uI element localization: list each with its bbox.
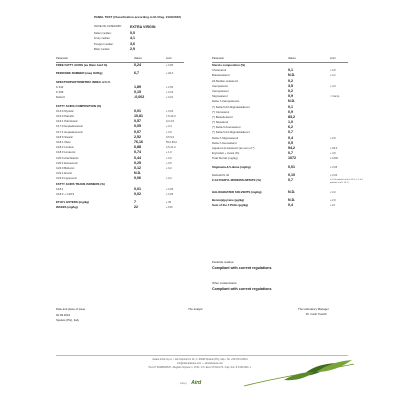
col-header-parameter: Parameter <box>56 57 69 60</box>
parameter-value: 0,02 <box>134 191 141 196</box>
parameter-limit: ≤ 0,01 <box>166 96 174 100</box>
sensory-block <box>94 31 174 53</box>
parameter-value: 0,25 <box>134 160 141 165</box>
parameter-label: C24:0 Lignoceric <box>56 176 77 181</box>
parameter-label: PEROXIDE NUMBER (meq O2/Kg) <box>56 71 103 76</box>
parameter-value: 0,2 <box>288 78 293 83</box>
parameter-value: 0,57 <box>134 119 141 124</box>
parameter-value: 0,01 <box>288 164 295 169</box>
parameter-limit: ≤ 0,2 <box>166 177 172 181</box>
parameter-label: Benzo(a)pyrene (μg/kg) <box>212 198 245 203</box>
parameter-value: 76,16 <box>134 140 143 144</box>
parameter-limit: ≤ 0,5 <box>330 136 336 140</box>
parameter-limit: ≤ 0,22 <box>166 91 174 95</box>
parameter-limit: ≤ 0,80 <box>166 64 174 67</box>
manager-name: Dr. Carlo Tracchi <box>306 312 327 316</box>
parameter-label: C16:1 Palmitoleic <box>56 119 78 124</box>
parameter-label: Total Sterols (mg/kg) <box>212 156 238 161</box>
parameter-limit: ≤ 0,05 <box>166 187 174 191</box>
parameter-limit: ≤ 2,50 <box>166 85 174 89</box>
parameter-label: K 268 <box>56 90 64 95</box>
parameter-value: 0,74 <box>134 150 141 155</box>
parameter-label: ETHYL ESTERS (mg/kg) <box>56 200 90 205</box>
parameter-value: 2,52 <box>134 134 141 139</box>
parameter-label: C20:0 Arachidonic <box>56 155 79 160</box>
parameter-label: C18:1 Oleic <box>56 140 71 144</box>
parameter-label: Erytrodiol + Uvaol (%) <box>212 151 240 156</box>
parameter-limit: ≤ 20,0 <box>166 72 174 76</box>
parameter-value: 0,15 <box>134 90 141 95</box>
parameter-value: 0,5 <box>288 140 293 145</box>
parameter-label: Campestanol <box>212 88 229 93</box>
parameter-value: 0,01 <box>134 186 141 191</box>
parameter-value: 0,01 <box>134 108 141 113</box>
parameter-label: Brassicasterol <box>212 73 230 78</box>
col-header-parameter-right: Parameter <box>212 57 225 60</box>
olive-leaves-decoration <box>244 360 354 390</box>
parameter-limit: ≤ 0,20 <box>330 174 338 178</box>
parameter-limit: ≥ 93,0 <box>330 147 338 150</box>
parameter-label: Cholesterol <box>212 68 227 73</box>
brand-logo <box>180 371 201 389</box>
parameter-value: 6,88 <box>134 145 141 150</box>
brand-prefix: spicey <box>180 382 187 385</box>
issue-date: 02.09.2024 <box>56 313 70 317</box>
category-value: EXTRA VIRGIN <box>130 24 156 29</box>
parameter-label: 24-Metilen-colesterol <box>212 78 238 83</box>
parameter-label: Apparent β-sitosterol (as sum of *) <box>212 146 255 150</box>
parameter-limit: ≤ 4,0 <box>330 84 336 88</box>
parameter-value: 3,5 <box>288 83 293 88</box>
parameter-label: C22:0 Behenic <box>56 165 75 170</box>
parameter-limit: < Camp. <box>330 95 340 99</box>
parameter-label: Sum of the 4 PAHs (μg/kg) <box>212 203 249 208</box>
category-label: OLIVE OIL CATEGORY <box>94 25 122 28</box>
parameter-value: 1,0 <box>288 120 293 125</box>
parameter-label: SPECTROPHOTOMETRIC INDEX of U.V. <box>56 79 111 84</box>
parameter-label: Stigmasterol <box>212 94 228 99</box>
parameter-value: 0,7 <box>288 151 293 156</box>
parameter-label: WAXES (mg/kg) <box>56 205 78 210</box>
parameter-value: 0,1 <box>288 68 293 73</box>
parameter-value: 0,24 <box>134 63 141 67</box>
panel-test-title: PANEL TEST (Classification according to EU Reg. 2104/2022) <box>94 15 181 19</box>
parameter-value: 6,2 <box>288 125 293 130</box>
parameter-label: Campesterol <box>212 83 228 88</box>
footer-line-1: Gelato d'Arte S.p.A. • Via Crispina Km 10, 1 • 06049 Spoleto (PG), Italy • Tel. +39 0743 23041 <box>152 359 248 361</box>
parameter-limit: ≤ 0,9 if palmitic acid ≤ 14 %; ≤ 1,0 if palmitic acid > 14 % <box>330 178 363 184</box>
parameter-label: C18:3 Linolenic <box>56 150 76 155</box>
parameter-label: Delta K <box>56 95 66 100</box>
footer-line-2: info@oliocarlettera.com — oliocarlettera.com <box>177 363 223 365</box>
parameter-label: (*) Delta-5-Avenasterol <box>212 125 241 130</box>
parameter-limit: ≤ 10 <box>330 204 336 208</box>
parameter-limit: 0,3-3,5 <box>166 120 175 124</box>
col-header-values: Values <box>134 57 142 60</box>
parameter-value: 0,1 <box>288 104 293 109</box>
col-header-limit-right: Limit <box>330 57 336 60</box>
parameter-label: HALOGENATED SOLVENTS (mg/kg) <box>212 189 262 194</box>
parameter-value: 22 <box>134 205 138 210</box>
parameter-label: (*) Delta-5,24-Stigmastadienol <box>212 130 250 135</box>
parameter-label: K 232 <box>56 84 64 89</box>
other-contaminants-label: Other contaminants: <box>212 281 238 285</box>
col-header-limit: Limit <box>166 57 172 60</box>
result-row <box>56 205 186 210</box>
parameter-label: Delta-7-Avenasterol <box>212 140 237 145</box>
parameter-value: 1,89 <box>134 84 141 89</box>
parameter-label: C22:1 Erucic <box>56 171 73 176</box>
parameter-label: C18:1 <box>56 186 64 191</box>
parameter-label: C20:1 Eicosenoic <box>56 160 78 165</box>
parameter-label: FATTY ACIDS TRANS ISOMERS (%) <box>56 181 105 186</box>
parameter-value: 0,07 <box>134 129 141 134</box>
parameter-value: N.D. <box>288 99 296 104</box>
parameter-limit: 7,5-20,0 <box>166 115 176 119</box>
parameter-label: Sterols composition (%) <box>212 63 246 67</box>
parameter-limit: ≤ 0,2 <box>330 190 336 194</box>
parameter-value: 1072 <box>288 156 296 161</box>
sensory-row: Pungent median: 3,6 <box>94 41 135 46</box>
parameter-limit: ≤ 2,0 <box>330 199 336 203</box>
parameter-limit: 55,0-83,0 <box>166 141 177 144</box>
pesticide-label: Pesticide residue: <box>212 260 235 264</box>
parameter-label: C17:0 Heptadecanoic <box>56 124 83 129</box>
manager-label: The Laboratory Manager <box>298 307 329 311</box>
parameter-label: C16:0 Palmitic <box>56 114 75 119</box>
parameter-value: 94,2 <box>288 146 295 150</box>
parameter-label: C18:2 Linoleic <box>56 145 74 150</box>
parameter-limit: 0,5-5,0 <box>166 135 175 139</box>
pesticide-value: Compliant with current regulations <box>212 265 272 270</box>
parameter-value: 7 <box>134 200 136 205</box>
parameter-value: 83,2 <box>288 114 295 119</box>
parameter-limit: ≤ 0,03 <box>166 109 174 113</box>
parameter-label: C18:0 Stearic <box>56 134 73 139</box>
parameter-value: 0,05 <box>134 124 141 129</box>
parameter-limit: ≤ 0,6 <box>166 156 172 160</box>
parameter-value: 0,4 <box>288 135 293 140</box>
parameter-value: 10,81 <box>134 114 143 119</box>
col-header-values-right: Values <box>288 57 296 60</box>
parameter-value: 0,7 <box>288 178 293 183</box>
sensory-row: Defect median: 0,0 <box>94 31 135 35</box>
parameter-label: 2-GLYCERYL MONOPALMITATE (%) <box>212 178 261 183</box>
parameter-value: 0,06 <box>134 176 141 181</box>
parameter-limit: ≤ 0,5 <box>330 69 336 73</box>
parameter-limit: ≤ 1,0 <box>166 151 172 155</box>
parameter-value: 6,7 <box>134 71 139 76</box>
parameter-limit: ≤ 150 <box>166 206 173 210</box>
parameter-value: 0,4 <box>288 203 293 208</box>
parameter-limit: ≤ 0,4 <box>166 125 172 129</box>
parameter-value: 0,44 <box>134 155 141 160</box>
parameter-value: 0,2 <box>288 88 293 93</box>
parameter-limit: ≤ 0,2 <box>166 166 172 170</box>
parameter-label: Delta-7-Campesterolo <box>212 99 240 104</box>
parameter-label: (*) Delta-5,23-Stigmastadienol <box>212 104 250 109</box>
other-contaminants-value: Compliant with current regulations <box>212 286 272 291</box>
parameter-value: N.D. <box>288 198 296 203</box>
footer-line-3: P.Iva IT 00406843547 • Registro Imprese n. 1742 • C.S. Euro 47.010.170 • Cap. Soc. € 3.000.000 i.v. <box>148 367 252 369</box>
issue-place: Spoleto (PG), Italy <box>56 318 79 322</box>
parameter-label: (*) Clerosterol <box>212 109 230 114</box>
parameter-limit: ≤ 0,5 <box>166 161 172 165</box>
parameter-value: 0,7 <box>288 130 293 135</box>
parameter-label: (*) Sitostanol <box>212 120 229 125</box>
parameter-label: FATTY ACIDS COMPOSITION (%) <box>56 103 102 108</box>
analyst-label: The analyst <box>188 307 203 311</box>
parameter-label: C14:0 Myristic <box>56 108 74 113</box>
parameter-label: (*) Betasitosterol <box>212 114 233 119</box>
parameter-label: C18:2 + C18:3 <box>56 191 75 196</box>
parameter-limit: 2,5-21,0 <box>166 146 176 150</box>
parameter-limit: ≤ 35 <box>166 201 172 205</box>
date-place-label: Date and place of issue <box>56 307 86 311</box>
parameter-limit: ≤ 4,5 <box>330 152 336 156</box>
parameter-value: 0,12 <box>134 165 141 170</box>
sensory-row: Bitter median: 2,9 <box>94 47 135 52</box>
left-results-table <box>56 63 186 211</box>
parameter-label: Delta ECN 42 <box>212 173 230 178</box>
parameter-value: N.D. <box>288 189 296 194</box>
result-row <box>212 203 352 208</box>
parameter-value: 0,10 <box>288 173 295 178</box>
right-results-table <box>212 63 363 209</box>
parameter-label: Delta-7-Stigmastenol <box>212 135 239 140</box>
parameter-label: Stigmasta-3,5-diene (mg/kg) <box>212 164 251 169</box>
parameter-value: -0,002 <box>134 95 145 100</box>
brand-name: Aird <box>191 380 202 386</box>
parameter-label: FREE FATTY ACIDS (as Oleic Acid %) <box>56 63 108 67</box>
parameter-limit: ≤ 0,6 <box>166 130 172 134</box>
parameter-value: N.D. <box>288 73 296 78</box>
parameter-limit: ≤ 0,1 <box>330 74 336 78</box>
parameter-label: C17:1 Heptadecenoic <box>56 129 83 134</box>
parameter-value: 0,9 <box>288 94 293 99</box>
sensory-row: Fruity median: 4,1 <box>94 36 135 41</box>
parameter-value: N.D. <box>134 171 142 176</box>
parameter-limit: ≤ 0,05 <box>330 165 338 169</box>
parameter-limit: ≤ 0,05 <box>166 192 174 196</box>
footer-rule <box>56 355 348 356</box>
parameter-value: 0,9 <box>288 109 293 114</box>
parameter-limit: ≥ 1000 <box>330 157 338 161</box>
